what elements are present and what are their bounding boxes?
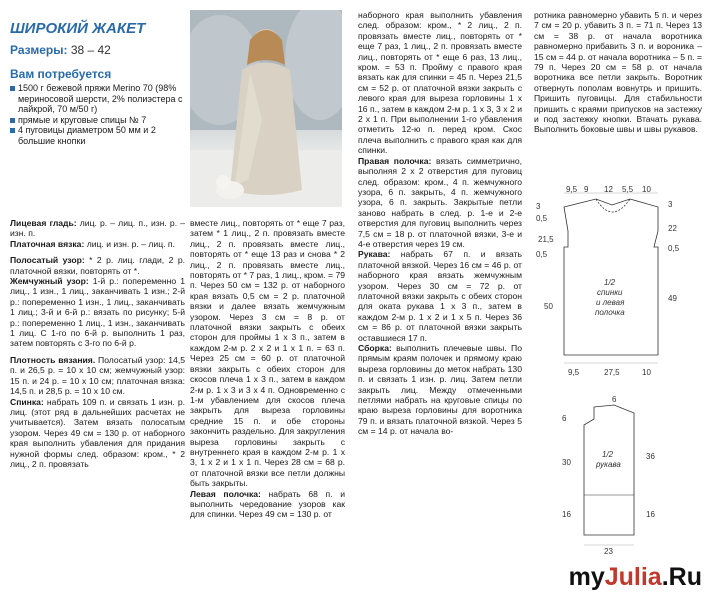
paragraph: Правая полочка: вязать симметрично, выполняя 2 х 2 отверстия для пуговиц след. образом: кром., 4 п. жемчужного узора, 6 п. закрыть, 4 п. жемчужного узора, 6 п. закрыть. Закрытые петли заново набрать в след. р. 1-е и 2-е отверстия для пуговиц выполнить через 7,5 см = 18 р. от платочной вязки, 3-е и 4-е отверстия через 19 см.: [358, 155, 522, 249]
paragraph: Левая полочка: набрать 68 п. и выполнить чередование узоров как для спинки. Через 49 см = 130 р. от: [190, 488, 345, 520]
text-column-4: [534, 10, 702, 135]
model-photo-illustration: [190, 10, 342, 207]
dim-top: 9: [584, 185, 589, 194]
text-column-2: [190, 218, 345, 520]
paragraph: Жемчужный узор: 1-й р.: попеременно 1 лиц., 1 изн., 1 лиц., заканчивать 1 изн.; 2-й р.: попеременно 1 изн., 1 лиц., заканчивать 1 лиц.; 3-й и 6-й р.: вязать по рисунку; 5-й р.: попеременно 1 лиц., 1 изн., заканчивать 1 лиц. С 1-го по 6-й р. выполнить 1 раз, затем повторять с 3-го по 6-й р.: [10, 276, 186, 349]
dim-right: 49: [668, 294, 677, 303]
sizes-value: 38 – 42: [70, 43, 111, 57]
dim-left: 0,5: [536, 250, 548, 259]
paragraph: Сборка: выполнить плечевые швы. По прямым краям полочек и прямому краю выреза горловины до меток набрать 130 п. и связать 1 изн. р. лиц. Затем петли закрыть лиц. Между отмеченными петлями набрать на круговые спицы по краю выреза горловины для воротника 79 п. и вязать платочной вязкой. Через 5 см = 14 р. от начала во-: [358, 343, 522, 437]
paragraph: Лицевая гладь: лиц. р. – лиц. п., изн. р. – изн. п.: [10, 218, 185, 239]
dim-top: 10: [642, 185, 651, 194]
dim-left: 21,5: [538, 235, 554, 244]
schema-label: и левая: [596, 298, 625, 307]
schema-label: спинки: [597, 288, 623, 297]
dim-top: 9,5: [566, 185, 578, 194]
dim-left: 50: [544, 302, 553, 311]
paragraph: ротника равномерно убавить 5 п. и через 7 см = 20 р. убавить 3 п. = 71 п. Через 13 см = 38 р. от начала воротника равномерно прибавить 3 п. и вороника – 15 см = 44 р. от начала воротника – 5 п. = 79 п. Через 20 см = 58 р. от начала воротника все петли закрыть. Воротник отвернуть пополам вовнутрь и пришить. Пришить пуговицы. Для стабильности пришить с краями припусков на застежку и под застежку кнопки. Втачать рукава. Выполнить боковые швы и швы рукавов.: [534, 10, 702, 135]
dim-bottom: 27,5: [604, 368, 620, 377]
paragraph: Спинка: набрать 109 п. и связать 1 изн. р. лиц. (этот ряд в дальнейших расчетах не учитывается). Затем вязать полосатым узором. Через 49 см = 130 р. от наборного края выполнить убавления для придания нужной формы след. образом: кром., * 2 лиц., 2 п. провязать: [10, 396, 185, 469]
dim-right: 3: [668, 200, 673, 209]
sizes-label: Размеры:: [10, 43, 68, 57]
dim-right: 0,5: [668, 244, 680, 253]
dim-right: 22: [668, 224, 677, 233]
paragraph: Рукава: набрать 67 п. и вязать платочной вязкой. Через 16 см = 46 р. от наборного края вязать жемчужным узором. Через 30 см = 72 р. от платочной вязки закрыть с обеих сторон для оката рукава 1 х 3 п., затем в каждом 2-м р. 1 х 2 и 1 х 5 п. Через 36 см = 86 р. от платочной вязки закрыть оставшиеся 17 п.: [358, 249, 522, 343]
dim-left: 16: [562, 510, 571, 519]
text-column-3: [358, 10, 522, 437]
model-photo: [190, 10, 342, 207]
schema-label: 1/2: [602, 450, 614, 459]
dim-right: 16: [646, 510, 655, 519]
paragraph: Плотность вязания. Полосатый узор: 14,5 п. и 26,5 р. = 10 х 10 см; жемчужный узор: 15 п. и 24 р. = 10 х 10 см; платочная вязка: 14,5 п. и 28,5 р. = 10 х 10 см.: [10, 354, 185, 397]
site-logo: myJulia.Ru: [568, 563, 702, 591]
dim-top: 12: [604, 185, 613, 194]
dim-bottom: 9,5: [568, 368, 580, 377]
dim-bottom: 23: [604, 547, 613, 555]
paragraph: Полосатый узор: * 2 р. лиц. глади, 2 р. платочной вязки, повторять от *.: [10, 255, 185, 276]
dim-right: 36: [646, 452, 655, 461]
dim-left: 0,5: [536, 214, 548, 223]
schema-label: рукава: [596, 460, 621, 469]
paragraph: вместе лиц., повторять от * еще 7 раз, затем * 1 лиц., 2 п. провязать вместе лиц., 2 п. провязать вместе лиц., повторять от * еще 13 раз и снова * 2 лиц., 2 п. провязать вместе лиц., повторять от * 7 раз, 1 лиц., кром. = 79 п. Через 50 см = 132 р. от наборного края вязать 0,5 см = 2 р. платочной вязки и далее вязать жемчужным узором. Через 3 см = 8 р. от платочной вязки закрыть с обеих сторон для проймы 1 х 3 п., затем в каждом 2-м р. 2 х 2 и 1 х 1 п. = 63 п. Через 25 см = 60 р. от платочной вязки закрыть с обеих сторон для скосов плеча 1 х 3 п., затем в каждом 2-м р. 1 х 3 и 3 х 4 п. Одновременно с 1-м убавлением для скосов плеча закрыть для выреза горловины средние 15 п. и обе стороны закончить раздельно. Для закругления выреза горловины закрыть с внутреннего края в каждом 2-м р. 1 х 3, 1 х 2 и 1 х 1 п. Через 28 см = 68 р. от платочной вязки все петли должны быть закрыты.: [190, 218, 345, 489]
sizes: [10, 43, 185, 57]
sleeve-schema: [534, 395, 704, 555]
dim-left: 3: [536, 202, 541, 211]
material-item: 4 пуговицы диаметром 50 мм и 2 большие кнопки: [10, 125, 185, 146]
text-column-1: [10, 218, 185, 469]
materials-heading: Вам потребуется: [10, 67, 112, 81]
paragraph: наборного края выполнить убавления след. образом: кром., * 2 лиц., 2 п. провязать вместе лиц., повторять от * еще 7 раз, 1 лиц., 2 п. провязать вместе лиц., повторять от * еще 6 раз, 13 лиц., кром. = 53 п. Пройму с правого края вязать как для спинки = 45 п. Через 21,5 см = 52 р. от платочной вязки закрыть с левого края для выреза горловины 1 х 16 п., затем в каждом 2-м р. 1 х 3, 3 х 2 и 2 х 1 п. При выполнении 1-го убавления отметить 12-ю п. перед кром. Скос плеча выполнить с правого края как для спинки.: [358, 10, 522, 156]
schema-label: 1/2: [604, 278, 616, 287]
header: [10, 20, 185, 146]
dim-left: 30: [562, 458, 571, 467]
schema-label: полочка: [595, 308, 625, 317]
materials-list: [10, 83, 185, 146]
material-item: прямые и круговые спицы № 7: [10, 115, 185, 126]
material-item: 1500 г бежевой пряжи Merino 70 (98% мериносовой шерсти, 2% полиэстера с лайкрой, 70 м/50 г): [10, 83, 185, 115]
page-title: ШИРОКИЙ ЖАКЕТ: [10, 20, 146, 37]
dim-bottom: 10: [642, 368, 651, 377]
paragraph: Платочная вязка: лиц. и изн. р. – лиц. п.: [10, 238, 175, 249]
dim-left: 6: [562, 414, 567, 423]
dim-top: 5,5: [622, 185, 634, 194]
back-front-schema: [534, 185, 704, 385]
dim-top: 6: [612, 395, 617, 404]
